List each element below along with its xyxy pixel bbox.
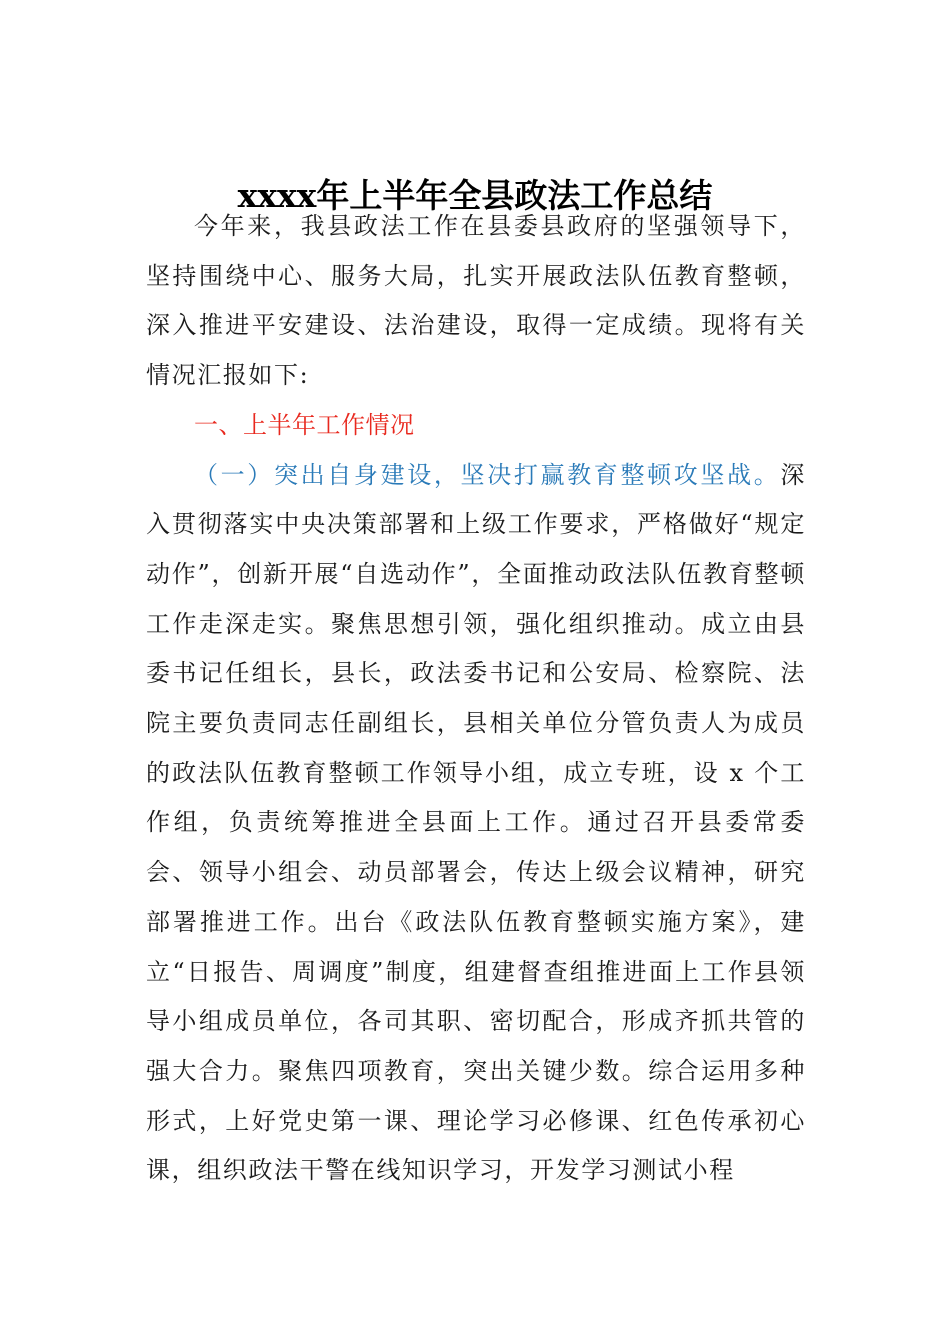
intro-paragraph: 今年来，我县政法工作在县委县政府的坚强领导下，坚持围绕中心、服务大局，扎实开展政法队伍教育整顿，深入推进平安建设、法治建设，取得一定成绩。现将有关情况汇报如下: [146,212,806,390]
section-heading [146,401,806,451]
section-heading-text: 一、上半年工作情况 [194,410,415,439]
document-title: xxxx年上半年全县政法工作总结 [237,176,713,216]
document-body [146,202,806,1196]
subsection-heading: （一）突出自身建设，坚决打赢教育整顿攻坚战。 [194,460,781,489]
subsection-body: 深入贯彻落实中央决策部署和上级工作要求，严格做好“规定动作”，创新开展“自选动作”，全面推动政法队伍教育整顿工作走深走实。聚焦思想引领，强化组织推动。成立由县委书记任组长，县长，政法委书记和公安局、检察院、法院主要负责同志任副组长，县相关单位分管负责人为成员的政法队伍教育整顿工作领导小组，成立专班，设 x 个工作组，负责统筹推进全县面上工作。通过召开县委常委会、领导小组会、动员部署会，传达上级会议精神，研究部署推进工作。出台《政法队伍教育整顿实施方案》，建立“日报告、周调度”制度，组建督查组推进面上工作县领导小组成员单位，各司其职、密切配合，形成齐抓共管的强大合力。聚焦四项教育，突出关键少数。综合运用多种形式，上好党史第一课、理论学习必修课、红色传承初心课，组织政法干警在线知识学习，开发学习测试小程 [146,460,806,1185]
subsection-paragraph [146,451,806,1197]
